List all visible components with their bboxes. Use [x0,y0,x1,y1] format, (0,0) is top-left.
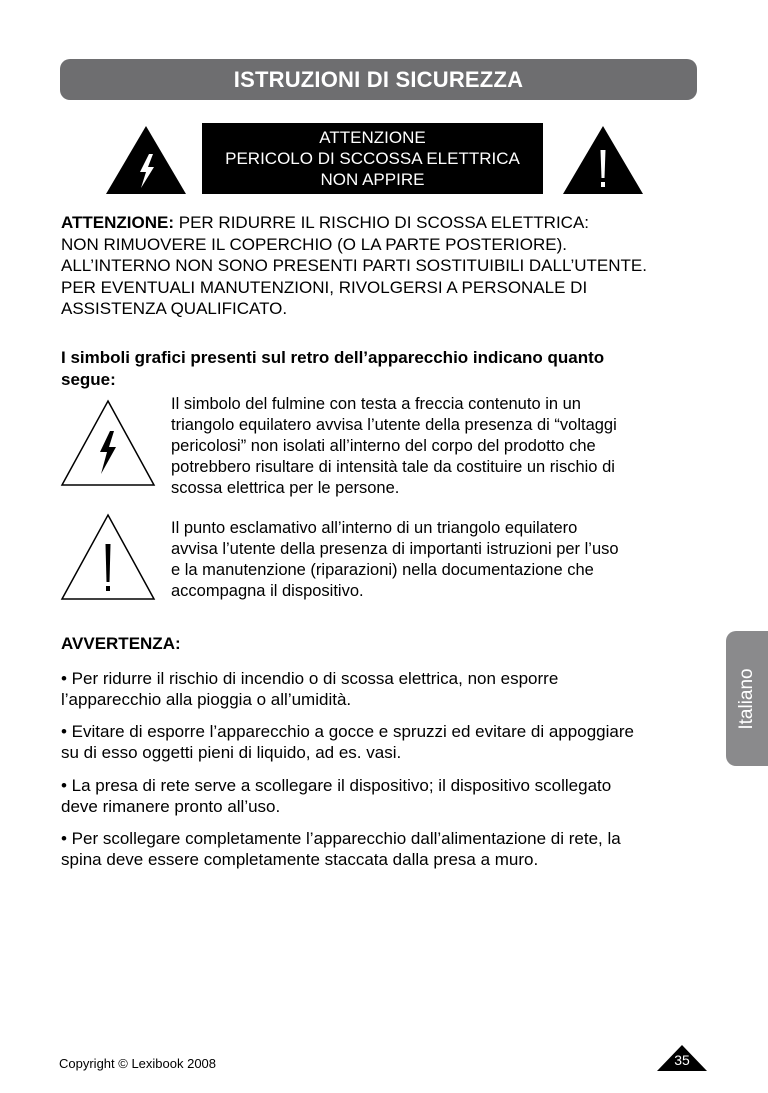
exclamation-symbol-description [171,518,701,602]
page-title: ISTRUZIONI DI SICUREZZA [233,66,524,92]
caution-line-4: PER EVENTUALI MANUTENZIONI, RIVOLGERSI A PERSONALE DI [61,277,588,297]
warning-bullet-3-line-1: • La presa di rete serve a scollegare il dispositivo; il dispositivo scollegato [61,776,612,795]
caution-line-2: NON RIMUOVERE IL COPERCHIO (O LA PARTE POSTERIORE). [61,234,567,254]
caution-text [61,212,731,320]
warning-bullet-1-line-2: l’apparecchio alla pioggia o all’umidità. [61,690,352,709]
language-label: Italiano [736,667,757,730]
page-number: 35 [674,1052,690,1068]
lightning-desc-line-2: triangolo equilatero avvisa l’utente della presenza di “voltaggi [171,416,617,434]
warning-bullet-4-line-1: • Per scollegare completamente l’apparecchio dall’alimentazione di rete, la [61,829,621,848]
symbols-heading [61,347,701,390]
caution-line-5: ASSISTENZA QUALIFICATO. [61,299,288,318]
warning-bullet-3-line-2: deve rimanere pronto all’uso. [61,797,281,816]
page-number-badge [656,1044,708,1072]
warning-bullet-4 [61,828,724,870]
lightning-desc-line-5: scossa elettrica per le persone. [171,479,400,497]
exclamation-warning-icon [561,124,645,196]
warning-bullet-2-line-2: su di esso oggetti pieni di liquido, ad es. vasi. [61,743,402,762]
warning-bullet-1 [61,668,724,710]
lightning-desc-line-4: potrebbero risultare di intensità tale da costituire un rischio di [171,458,615,476]
page-title-bar [60,59,697,100]
caution-line-3: ALL’INTERNO NON SONO PRESENTI PARTI SOSTITUIBILI DALL’UTENTE. [61,256,647,275]
warning-bullet-2 [61,721,724,763]
warning-bullet-4-line-2: spina deve essere completamente staccata dalla presa a muro. [61,850,539,869]
lightning-triangle-icon [60,398,156,488]
caution-line-1: PER RIDURRE IL RISCHIO DI SCOSSA ELETTRICA: [174,213,590,232]
lightning-desc-line-1: Il simbolo del fulmine con testa a freccia contenuto in un [171,395,581,413]
lightning-symbol-description [171,394,701,499]
language-side-tab [726,631,768,766]
caution-label: ATTENZIONE: [61,213,175,232]
exclamation-desc-line-2: avvisa l’utente della presenza di importanti istruzioni per l’uso [171,540,619,558]
warning-bullet-1-line-1: • Per ridurre il rischio di incendio o di scossa elettrica, non esporre [61,669,559,688]
lightning-desc-line-3: pericolosi” non isolati all’interno del corpo del prodotto che [171,437,596,455]
exclamation-desc-line-1: Il punto esclamativo all’interno di un triangolo equilatero [171,519,578,537]
warning-heading: AVVERTENZA: [61,634,181,653]
warning-box-line-1: ATTENZIONE [319,128,426,147]
exclamation-desc-line-3: e la manutenzione (riparazioni) nella documentazione che [171,561,594,579]
exclamation-triangle-icon [60,512,156,602]
electric-shock-warning-box [202,123,543,194]
exclamation-desc-line-4: accompagna il dispositivo. [171,582,364,600]
warning-bullet-2-line-1: • Evitare di esporre l’apparecchio a gocce e spruzzi ed evitare di appoggiare [61,722,634,741]
symbols-heading-line-2: segue: [61,369,116,389]
symbols-heading-line-1: I simboli grafici presenti sul retro dell’apparecchio indicano quanto [61,348,605,367]
lightning-warning-icon [104,124,188,196]
warning-box-line-2: PERICOLO DI SCCOSSA ELETTRICA [225,149,520,168]
warning-bullet-3 [61,775,724,817]
copyright-notice: Copyright © Lexibook 2008 [59,1056,217,1071]
warning-box-line-3: NON APPIRE [320,170,425,189]
